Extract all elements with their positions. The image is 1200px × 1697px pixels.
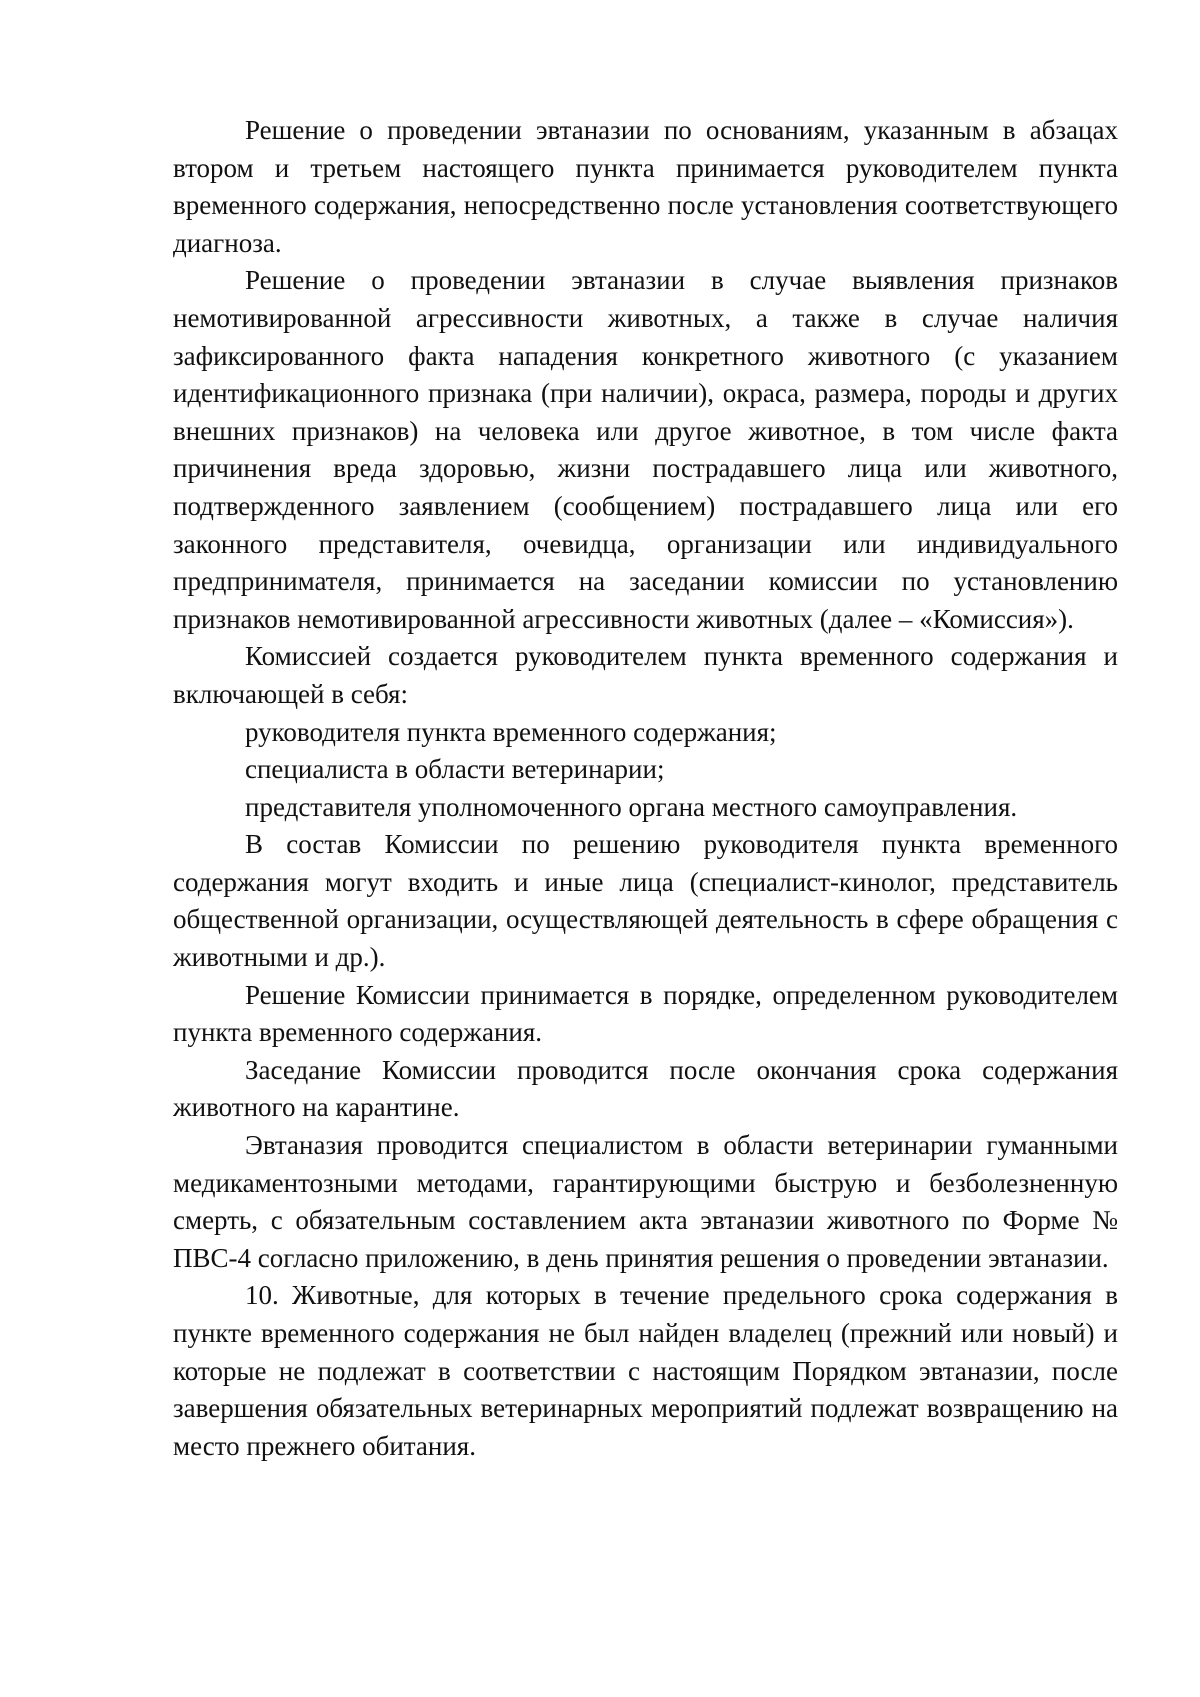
document-body (173, 112, 1118, 1465)
paragraph-euthanasia-decision-diagnosis: Решение о проведении эвтаназии по основаниям, указанным в абзацах втором и третьем настоящего пункта принимается руководителем пункта временного содержания, непосредственно после установления соответствующего диагноза. (173, 115, 1118, 258)
paragraph-commission-creation: Комиссией создается руководителем пункта временного содержания и включающей в себя: (173, 641, 1118, 709)
paragraph-commission-decision-order: Решение Комиссии принимается в порядке, определенном руководителем пункта временного содержания. (173, 979, 1118, 1048)
list-item-head-of-facility: руководителя пункта временного содержания; (245, 716, 777, 747)
paragraph-item-10-return-to-habitat: 10. Животные, для которых в течение предельного срока содержания в пункте временного содержания не был найден владелец (прежний или новый) и которые не подлежат в соответствии с настоящим Порядком эвтаназии, после завершения обязательных ветеринарных мероприятий подлежат возвращению на место прежнего обитания. (173, 1280, 1118, 1461)
list-item-local-authority-representative: представителя уполномоченного органа местного самоуправления. (245, 791, 1018, 822)
paragraph-commission-meeting-timing: Заседание Комиссии проводится после окончания срока содержания животного на карантине. (173, 1054, 1118, 1123)
paragraph-euthanasia-procedure: Эвтаназия проводится специалистом в области ветеринарии гуманными медикаментозными методами, гарантирующими быструю и безболезненную смерть, с обязательным составлением акта эвтаназии животного по Форме № ПВС-4 согласно приложению, в день принятия решения о проведении эвтаназии. (173, 1130, 1118, 1273)
list-item-veterinary-specialist: специалиста в области ветеринарии; (245, 754, 665, 785)
paragraph-euthanasia-decision-aggression: Решение о проведении эвтаназии в случае выявления признаков немотивированной агрессивности животных, а также в случае наличия зафиксированного факта нападения конкретного животного (с указанием идентификационного признака (при наличии), окраса, размера, породы и других внешних признаков) на человека или другое животное, в том числе факта причинения вреда здоровью, жизни пострадавшего лица или животного, подтвержденного заявлением (сообщением) пострадавшего лица или его законного представителя, очевидца, организации или индивидуального предпринимателя, принимается на заседании комиссии по установлению признаков немотивированной агрессивности животных (далее – «Комиссия»). (173, 265, 1118, 634)
paragraph-commission-composition: В состав Комиссии по решению руководителя пункта временного содержания могут входить и иные лица (специалист-кинолог, представитель общественной организации, осуществляющей деятельность в сфере обращения с животными и др.). (173, 829, 1118, 973)
